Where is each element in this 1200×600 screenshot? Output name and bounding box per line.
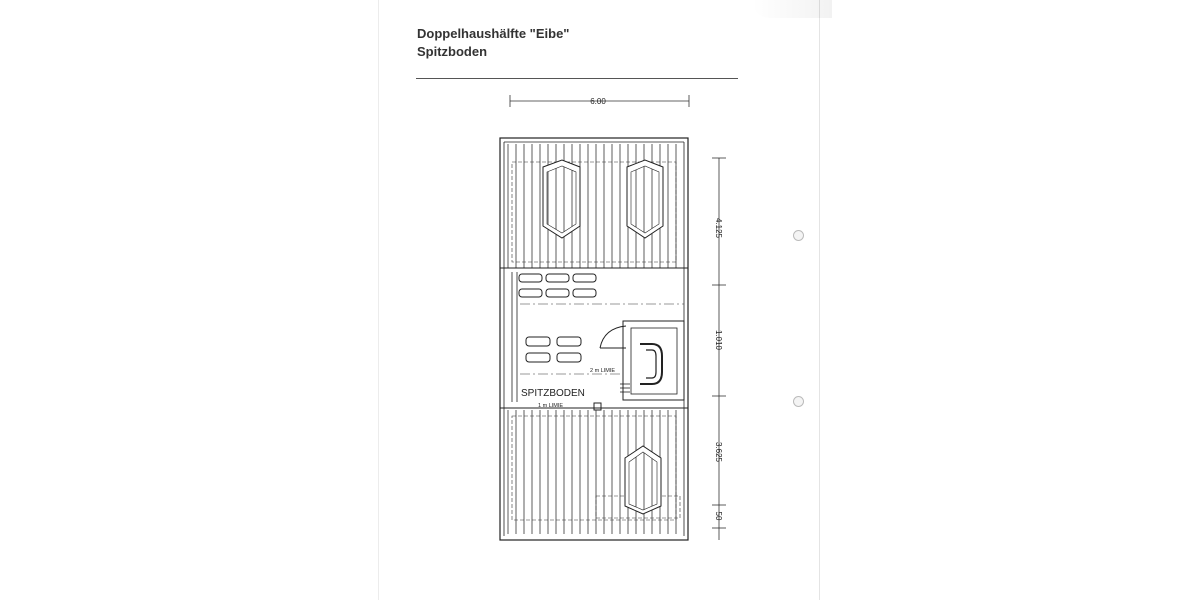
skylights-lower (526, 337, 581, 362)
room-label: SPITZBODEN (521, 388, 585, 399)
stair-opening (600, 321, 684, 400)
page-title: Doppelhaushälfte "Eibe" (417, 26, 570, 41)
height-dimensions (712, 158, 726, 540)
bottom-height-label: 50 (714, 511, 723, 521)
width-dimension (510, 95, 689, 107)
upper-height-label: 4.125 (714, 217, 723, 239)
page-subtitle: Spitzboden (417, 44, 488, 59)
chimney-marker (594, 403, 601, 410)
limit-label-upper: 2 m LIMIE (590, 368, 616, 374)
limit-label-lower: 1 m LIMIE (538, 403, 564, 409)
lower-height-label: 3.625 (714, 441, 723, 463)
skylights-upper (519, 274, 596, 297)
dormer-right (627, 160, 663, 238)
width-label: 6.00 (590, 97, 606, 106)
middle-height-label: 1.010 (714, 329, 723, 351)
dormer-left (543, 160, 580, 238)
dormer-lower (625, 446, 661, 514)
